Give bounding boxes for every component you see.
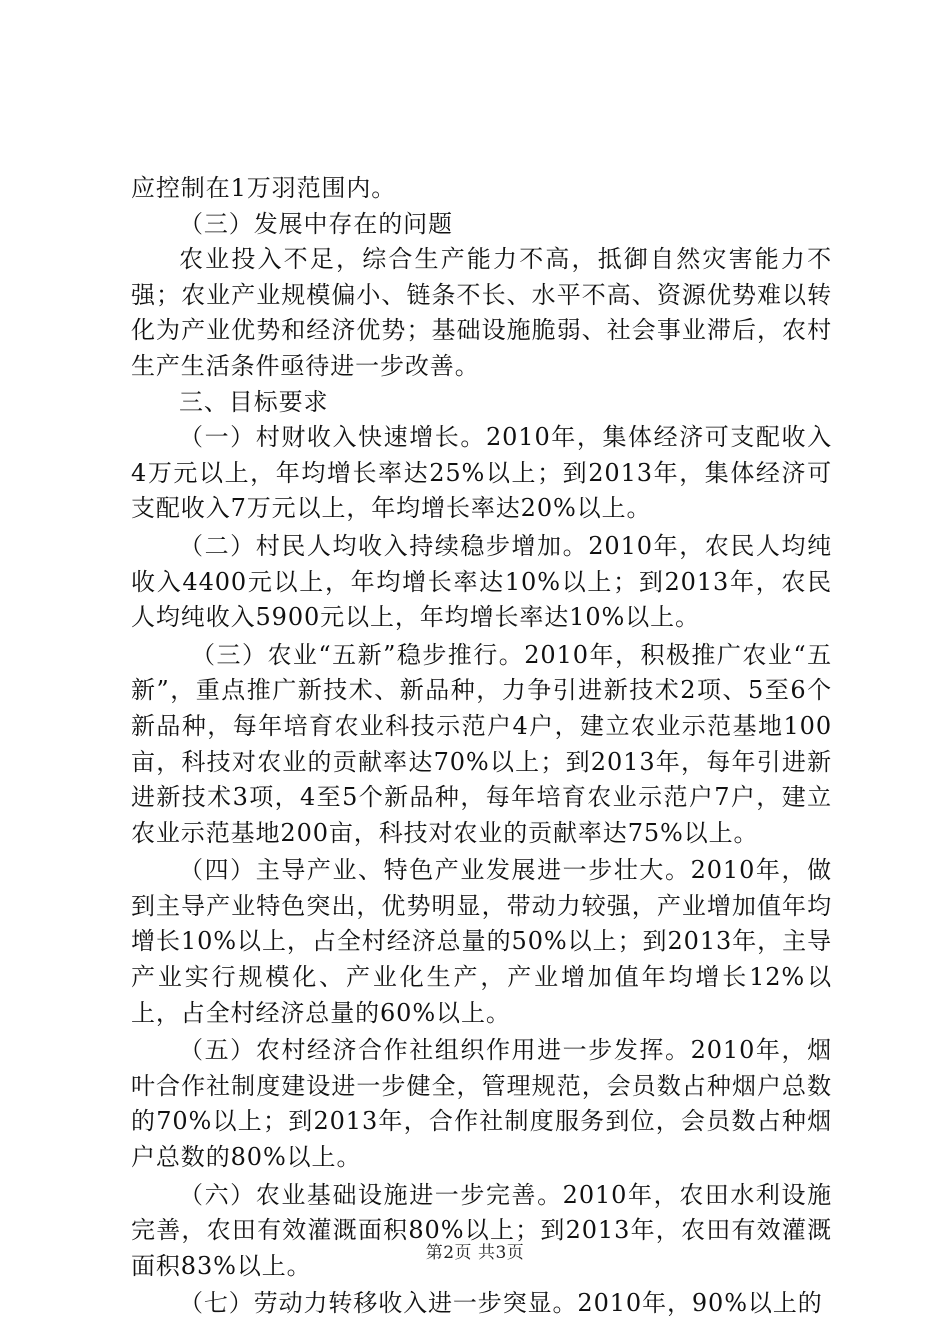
- section-heading-problems: （三）发展中存在的问题: [179, 209, 453, 238]
- paragraph-goal-infrastructure: （六）农业基础设施进一步完善。2010年，农田水利设施完善，农田有效灌溉面积80%以上；到2013年，农田有效灌溉面积83%以上。: [131, 1180, 832, 1280]
- paragraph-problems: 农业投入不足，综合生产能力不高，抵御自然灾害能力不强；农业产业规模偏小、链条不长、水平不高、资源优势难以转化为产业优势和经济优势；基础设施脆弱、社会事业滞后，农村生产生活条件亟待进一步改善。: [131, 245, 832, 380]
- page-number-footer: 第2页 共3页: [425, 1243, 525, 1263]
- paragraph-goal-cooperative: （五）农村经济合作社组织作用进一步发挥。2010年，烟叶合作社制度建设进一步健全，管理规范，会员数占种烟户总数的70%以上；到2013年，合作社制度服务到位，会员数占种烟户总数的80%以上。: [131, 1036, 832, 1172]
- paragraph-continuation: 应控制在1万羽范围内。: [131, 174, 397, 202]
- document-body: [131, 171, 832, 1322]
- section-heading-goals: 三、目标要求: [179, 387, 329, 416]
- paragraph-goal-village-income: （一）村财收入快速增长。2010年，集体经济可支配收入4万元以上，年均增长率达25%以上；到2013年，集体经济可支配收入7万元以上，年均增长率达20%以上。: [131, 423, 832, 523]
- paragraph-goal-leading-industry: （四）主导产业、特色产业发展进一步壮大。2010年，做到主导产业特色突出，优势明显，带动力较强，产业增加值年均增长10%以上，占全村经济总量的50%以上；到2013年，主导产业实行规模化、产业化生产，产业增加值年均增长12%以上，占全村经济总量的60%以上。: [131, 856, 832, 1027]
- paragraph-goal-agriculture-five-new: （三）农业“五新”稳步推行。2010年，积极推广农业“五新”，重点推广新技术、新品种，力争引进新技术2项、5至6个新品种，每年培育农业科技示范户4户，建立农业示范基地100亩，科技对农业的贡献率达70%以上；到2013年，每年引进新进新技术3项，4至5个新品种，每年培育农业示范户7户，建立农业示范基地200亩，科技对农业的贡献率达75%以上。: [131, 640, 832, 847]
- paragraph-goal-labor-transfer: （七）劳动力转移收入进一步突显。2010年，90%以上的: [179, 1289, 823, 1318]
- paragraph-goal-villager-income: （二）村民人均收入持续稳步增加。2010年，农民人均纯收入4400元以上，年均增长率达10%以上；到2013年，农民人均纯收入5900元以上，年均增长率达10%以上。: [131, 531, 832, 632]
